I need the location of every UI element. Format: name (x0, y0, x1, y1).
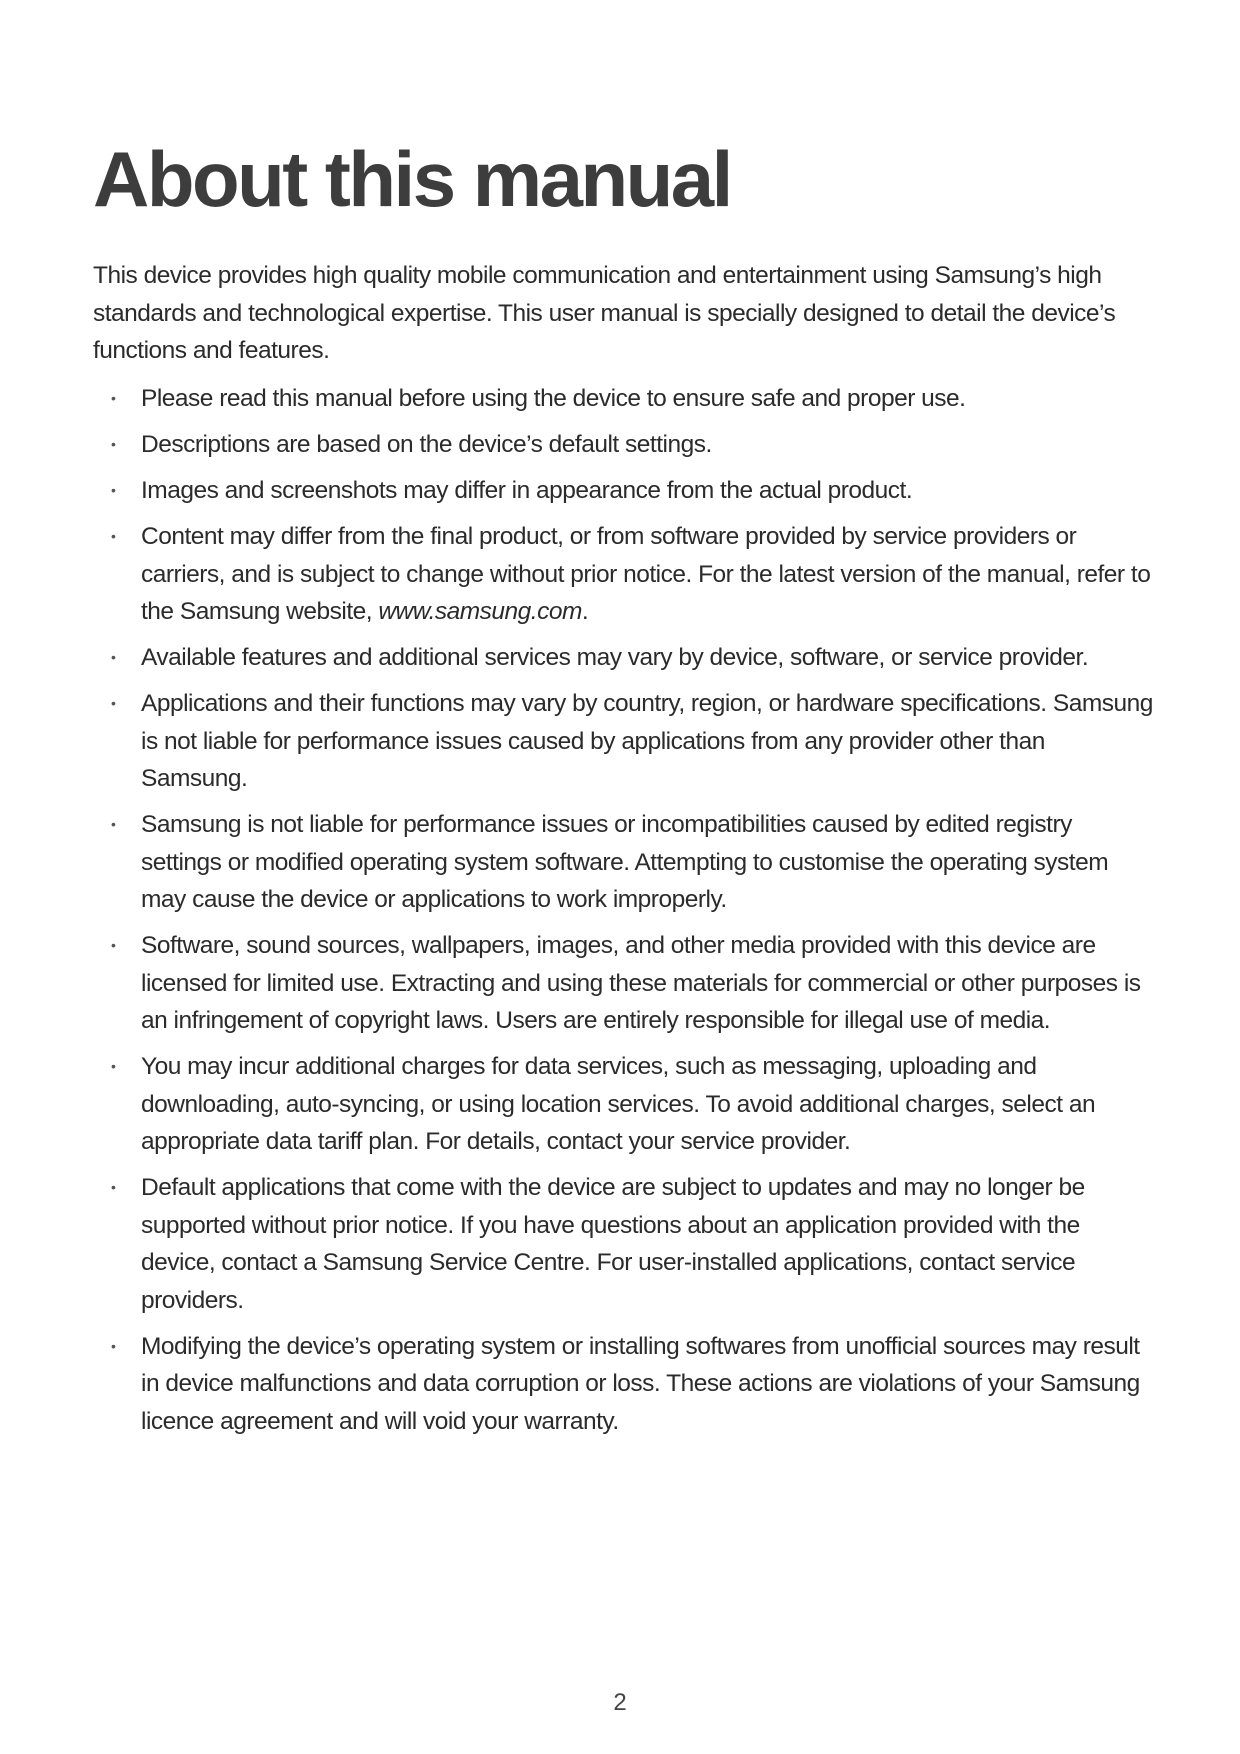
bullet-text: Content may differ from the final product, or from software provided by service providers or carriers, and is subject to change without prior notice. For the latest version of the manual, refer to the Samsung website, (141, 523, 1151, 625)
bullet-item (93, 380, 1153, 418)
bullet-item (93, 426, 1153, 464)
bullet-item (93, 518, 1153, 631)
bullet-text-end: . (581, 598, 589, 625)
page-number: 2 (613, 1689, 627, 1716)
bullet-icon: • (111, 937, 116, 953)
bullet-text: Available features and additional services may vary by device, software, or service provider. (141, 644, 1089, 671)
bullet-icon: • (111, 436, 116, 452)
bullet-text: Samsung is not liable for performance issues or incompatibilities caused by edited registry settings or modified operating system software. Attempting to customise the operating system may cause the device or applications to work improperly. (141, 811, 1109, 913)
page-title: About this manual (93, 135, 731, 223)
bullet-item (93, 639, 1153, 677)
bullet-text: Descriptions are based on the device’s default settings. (141, 431, 712, 458)
bullet-item (93, 927, 1153, 1040)
bullet-icon: • (111, 695, 116, 711)
bullet-text: Modifying the device’s operating system or installing softwares from unofficial sources may result in device malfunctions and data corruption or loss. These actions are violations of your Samsung licence agreement and will void your warranty. (141, 1332, 1140, 1435)
bullet-text: Software, sound sources, wallpapers, images, and other media provided with this device are licensed for limited use. Extracting and using these materials for commercial or other purposes is an infringement of copyright laws. Users are entirely responsible for illegal use of media. (141, 932, 1141, 1034)
bullet-list (93, 380, 1153, 1449)
bullet-item (93, 685, 1153, 798)
bullet-icon: • (111, 1337, 116, 1354)
bullet-text: Applications and their functions may vary by country, region, or hardware specifications. Samsung is not liable for performance issues caused by applications from any provider other than Samsung. (141, 690, 1153, 792)
bullet-icon: • (111, 1179, 116, 1195)
bullet-text: You may incur additional charges for data services, such as messaging, uploading and downloading, auto-syncing, or using location services. To avoid additional charges, select an appropriate data tariff plan. For details, contact your service provider. (141, 1053, 1096, 1155)
bullet-icon: • (111, 649, 116, 665)
bullet-text: Images and screenshots may differ in appearance from the actual product. (141, 477, 913, 504)
bullet-item (93, 1048, 1153, 1161)
intro-paragraph: This device provides high quality mobile communication and entertainment using Samsung’s high standards and technological expertise. This user manual is specially designed to detail the device’s functions and features. (93, 262, 1116, 364)
bullet-icon: • (111, 528, 116, 544)
bullet-item (93, 1169, 1153, 1319)
bullet-item (93, 1328, 1153, 1441)
bullet-text: Default applications that come with the device are subject to updates and may no longer be supported without prior notice. If you have questions about an application provided with the device, contact a Samsung Service Centre. For user-installed applications, contact service providers. (141, 1174, 1085, 1314)
bullet-icon: • (111, 482, 116, 498)
bullet-icon: • (111, 816, 116, 832)
bullet-item (93, 806, 1153, 919)
bullet-item (93, 472, 1153, 510)
bullet-icon: • (111, 1058, 116, 1074)
samsung-website-link[interactable]: www.samsung.com (378, 598, 582, 625)
bullet-icon: • (111, 390, 116, 406)
bullet-text: Please read this manual before using the device to ensure safe and proper use. (141, 385, 966, 412)
